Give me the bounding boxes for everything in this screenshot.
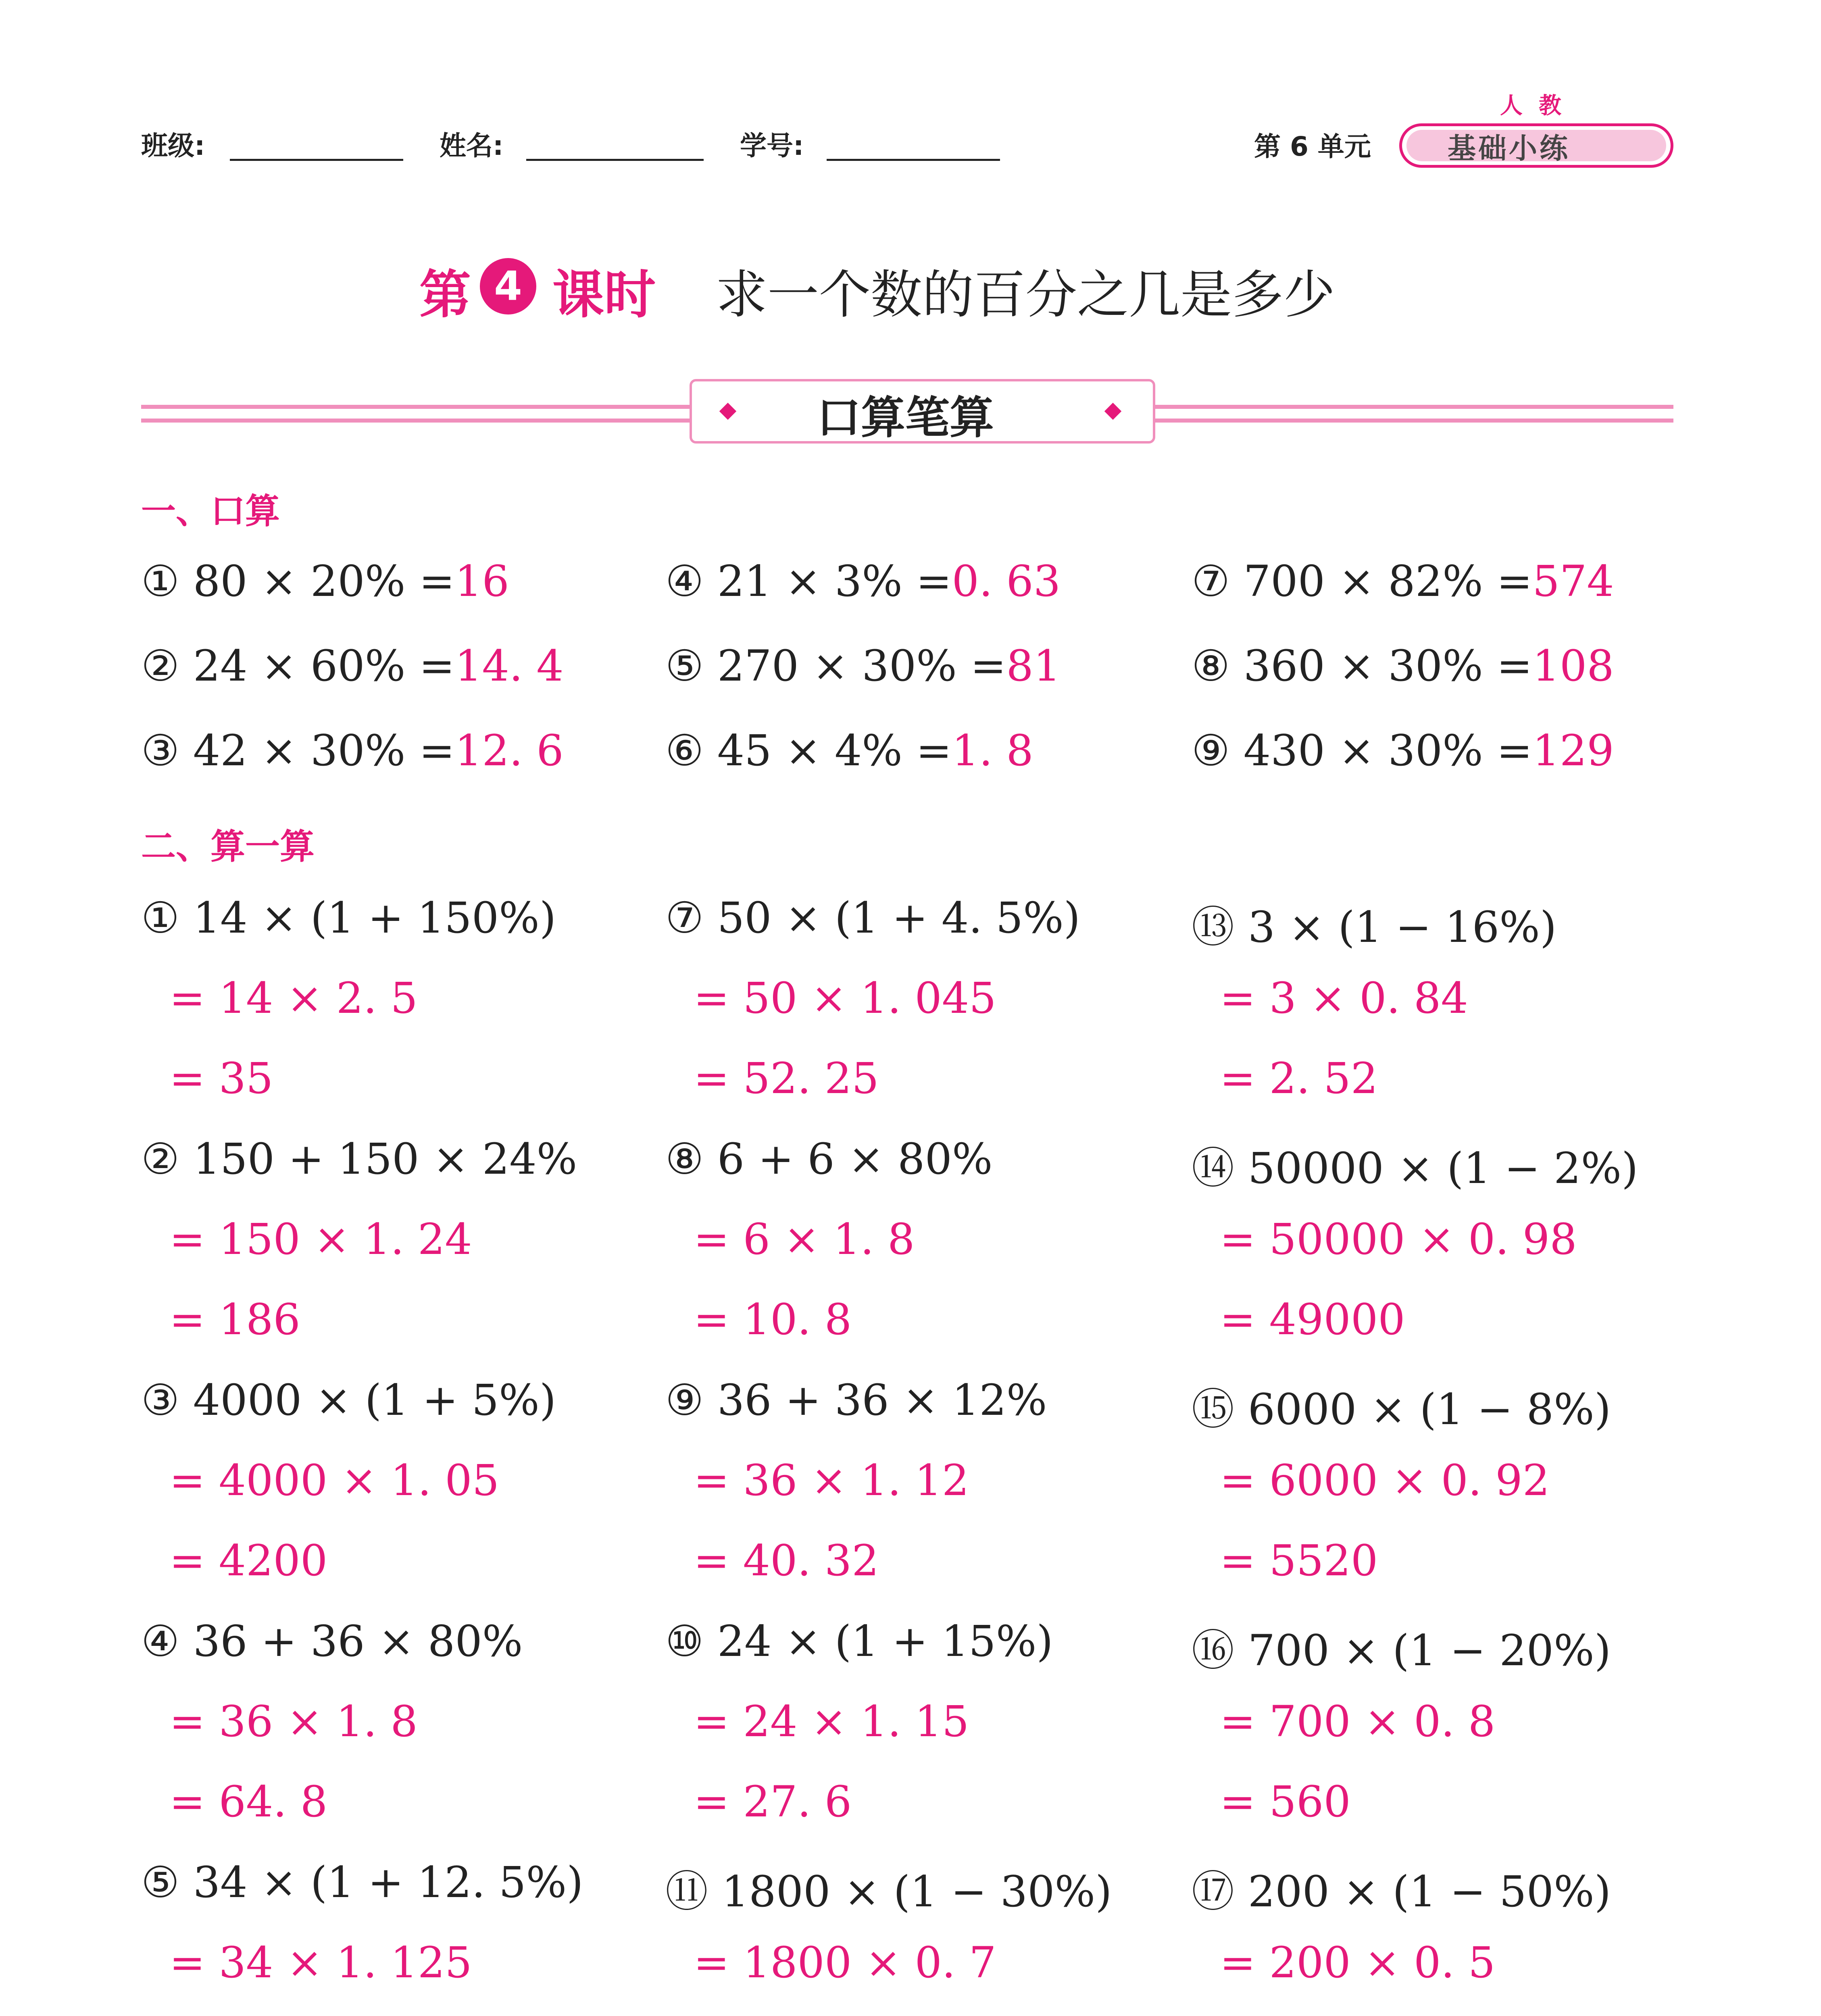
calc-expression bbox=[665, 893, 1080, 943]
item-answer: 14. 4 bbox=[454, 641, 564, 691]
student-id-label: 学号: bbox=[740, 130, 804, 161]
lesson-title: 求一个数的百分之几是多少 bbox=[716, 265, 1336, 325]
calc-step-2: = 64. 8 bbox=[169, 1777, 328, 1826]
calc-step-1: = 36 × 1. 8 bbox=[169, 1697, 418, 1746]
oral-item bbox=[1192, 726, 1614, 775]
item-number: ② bbox=[141, 641, 180, 691]
item-answer: 16 bbox=[454, 556, 509, 606]
item-number: ② bbox=[141, 1134, 180, 1184]
class-blank[interactable] bbox=[230, 159, 403, 161]
calc-expression-text: 50000 × (1 − 2%) bbox=[1248, 1143, 1638, 1193]
calc-step-1: = 50 × 1. 045 bbox=[694, 973, 996, 1023]
item-expression: 42 × 30% = bbox=[193, 726, 455, 775]
item-number: ① bbox=[141, 556, 180, 606]
calc-step-1: = 36 × 1. 12 bbox=[694, 1456, 969, 1505]
item-expression: 45 × 4% = bbox=[717, 726, 952, 775]
item-number: ④ bbox=[141, 1616, 180, 1666]
lesson-prefix: 第 bbox=[419, 265, 471, 325]
item-expression: 80 × 20% = bbox=[193, 556, 455, 606]
item-number: ⑤ bbox=[665, 641, 704, 691]
calc-step-1: = 3 × 0. 84 bbox=[1220, 973, 1468, 1023]
item-number: ⑤ bbox=[141, 1858, 180, 1907]
calc-expression-text: 150 + 150 × 24% bbox=[193, 1134, 577, 1184]
calc-expression-text: 14 × (1 + 150%) bbox=[193, 893, 556, 943]
item-expression: 270 × 30% = bbox=[717, 641, 1006, 691]
calc-step-2: = 35 bbox=[169, 1054, 273, 1103]
item-number: ⑬ bbox=[1192, 902, 1234, 952]
calc-expression bbox=[141, 893, 556, 943]
item-number: ⑪ bbox=[665, 1867, 708, 1916]
item-number: ⑰ bbox=[1192, 1867, 1234, 1916]
unit-label: 第 6 单元 bbox=[1254, 131, 1371, 162]
item-number: ⑧ bbox=[665, 1134, 704, 1184]
oral-item bbox=[665, 556, 1061, 606]
calc-step-1: = 1800 × 0. 7 bbox=[694, 1938, 996, 1987]
item-number: ④ bbox=[665, 556, 704, 606]
item-number: ⑮ bbox=[1192, 1385, 1234, 1434]
section2-heading: 二、算一算 bbox=[141, 827, 315, 867]
calc-step-2: = 10. 8 bbox=[694, 1295, 852, 1344]
calc-step-1: = 150 × 1. 24 bbox=[169, 1214, 472, 1264]
item-number: ⑩ bbox=[665, 1616, 704, 1666]
section1-heading: 一、口算 bbox=[141, 491, 280, 531]
item-number: ⑭ bbox=[1192, 1143, 1234, 1193]
calc-expression bbox=[1192, 1375, 1611, 1437]
oral-item bbox=[665, 641, 1061, 691]
calc-expression bbox=[1192, 1858, 1611, 1919]
calc-expression bbox=[1192, 893, 1556, 954]
calc-expression-text: 36 + 36 × 80% bbox=[193, 1616, 523, 1666]
calc-expression bbox=[141, 1134, 577, 1184]
oral-item bbox=[665, 726, 1033, 775]
calc-step-1: = 24 × 1. 15 bbox=[694, 1697, 969, 1746]
brand-logo-text: 基础小练 bbox=[1448, 132, 1570, 165]
calc-expression-text: 6 + 6 × 80% bbox=[717, 1134, 993, 1184]
calc-expression bbox=[665, 1375, 1047, 1425]
calc-step-2: = 5520 bbox=[1220, 1536, 1378, 1585]
item-expression: 700 × 82% = bbox=[1243, 556, 1533, 606]
item-answer: 0. 63 bbox=[952, 556, 1061, 606]
item-answer: 12. 6 bbox=[454, 726, 564, 775]
calc-expression-text: 3 × (1 − 16%) bbox=[1248, 902, 1557, 952]
item-answer: 1. 8 bbox=[952, 726, 1033, 775]
calc-expression bbox=[1192, 1134, 1638, 1195]
item-answer: 81 bbox=[1006, 641, 1061, 691]
lesson-suffix: 课时 bbox=[552, 265, 656, 325]
calc-expression-text: 36 + 36 × 12% bbox=[717, 1375, 1047, 1425]
calc-step-2: = 2. 52 bbox=[1220, 1054, 1378, 1103]
brand-publisher: 人教 bbox=[1500, 93, 1577, 119]
calc-step-1: = 700 × 0. 8 bbox=[1220, 1697, 1496, 1746]
calc-step-2: = 560 bbox=[1220, 1777, 1351, 1826]
oral-item bbox=[141, 556, 509, 606]
calc-step-1: = 6 × 1. 8 bbox=[694, 1214, 915, 1264]
calc-step-1: = 34 × 1. 125 bbox=[169, 1938, 472, 1987]
calc-step-2: = 52. 25 bbox=[694, 1054, 879, 1103]
calc-expression-text: 6000 × (1 − 8%) bbox=[1248, 1385, 1611, 1434]
calc-step-1: = 6000 × 0. 92 bbox=[1220, 1456, 1550, 1505]
item-number: ⑯ bbox=[1192, 1626, 1234, 1675]
item-number: ⑦ bbox=[665, 893, 704, 943]
item-answer: 574 bbox=[1532, 556, 1614, 606]
item-answer: 108 bbox=[1532, 641, 1614, 691]
calc-expression-text: 50 × (1 + 4. 5%) bbox=[717, 893, 1081, 943]
item-number: ③ bbox=[141, 726, 180, 775]
item-number: ③ bbox=[141, 1375, 180, 1425]
calc-step-2: = 40. 32 bbox=[694, 1536, 879, 1585]
calc-expression bbox=[1192, 1616, 1611, 1678]
item-expression: 21 × 3% = bbox=[717, 556, 952, 606]
calc-expression bbox=[141, 1858, 583, 1907]
item-number: ⑨ bbox=[1192, 726, 1230, 775]
item-expression: 430 × 30% = bbox=[1243, 726, 1533, 775]
calc-expression-text: 4000 × (1 + 5%) bbox=[193, 1375, 556, 1425]
item-expression: 360 × 30% = bbox=[1243, 641, 1533, 691]
calc-step-1: = 14 × 2. 5 bbox=[169, 973, 418, 1023]
calc-step-2: = 4200 bbox=[169, 1536, 328, 1585]
calc-step-2: = 27. 6 bbox=[694, 1777, 852, 1826]
name-label: 姓名: bbox=[440, 130, 504, 161]
item-expression: 24 × 60% = bbox=[193, 641, 455, 691]
calc-step-1: = 50000 × 0. 98 bbox=[1220, 1214, 1577, 1264]
class-label: 班级: bbox=[141, 130, 205, 161]
item-number: ⑥ bbox=[665, 726, 704, 775]
calc-expression bbox=[141, 1616, 523, 1666]
calc-expression bbox=[665, 1858, 1112, 1919]
oral-item bbox=[141, 726, 564, 775]
calc-step-1: = 4000 × 1. 05 bbox=[169, 1456, 500, 1505]
calc-expression-text: 700 × (1 − 20%) bbox=[1248, 1626, 1611, 1675]
oral-item bbox=[1192, 556, 1614, 606]
calc-expression-text: 24 × (1 + 15%) bbox=[717, 1616, 1053, 1666]
lesson-number: 4 bbox=[480, 258, 536, 314]
calc-expression-text: 1800 × (1 − 30%) bbox=[721, 1867, 1112, 1916]
calc-expression-text: 34 × (1 + 12. 5%) bbox=[193, 1858, 583, 1907]
calc-expression bbox=[665, 1616, 1053, 1666]
calc-expression bbox=[665, 1134, 993, 1184]
item-number: ⑧ bbox=[1192, 641, 1230, 691]
calc-expression-text: 200 × (1 − 50%) bbox=[1248, 1867, 1611, 1916]
name-blank[interactable] bbox=[526, 159, 704, 161]
student-id-blank[interactable] bbox=[827, 159, 1000, 161]
oral-item bbox=[141, 641, 564, 691]
oral-item bbox=[1192, 641, 1614, 691]
item-number: ① bbox=[141, 893, 180, 943]
item-answer: 129 bbox=[1532, 726, 1614, 775]
calc-expression bbox=[141, 1375, 556, 1425]
calc-step-2: = 186 bbox=[169, 1295, 300, 1344]
calc-step-2: = 49000 bbox=[1220, 1295, 1405, 1344]
band-title: 口算笔算 bbox=[817, 392, 994, 444]
calc-step-1: = 200 × 0. 5 bbox=[1220, 1938, 1496, 1987]
item-number: ⑨ bbox=[665, 1375, 704, 1425]
item-number: ⑦ bbox=[1192, 556, 1230, 606]
